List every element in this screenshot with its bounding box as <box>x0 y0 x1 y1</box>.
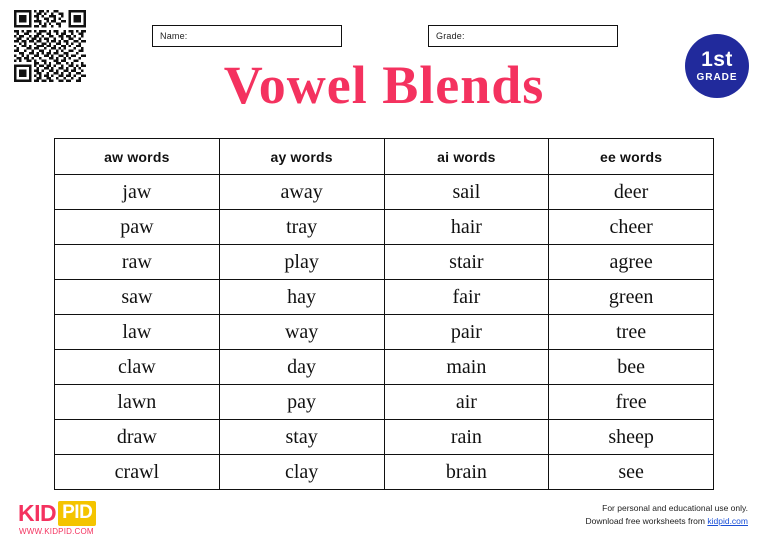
word-cell: main <box>384 350 549 385</box>
column-header-ay: ay words <box>219 139 384 175</box>
word-cell: pair <box>384 315 549 350</box>
word-cell: day <box>219 350 384 385</box>
table-row <box>55 175 714 210</box>
word-cell: clay <box>219 455 384 490</box>
footer-website-link[interactable]: kidpid.com <box>707 516 748 526</box>
footer-download-note <box>585 516 748 526</box>
logo-text-kid: KID <box>18 500 57 526</box>
table-row <box>55 210 714 245</box>
grade-field[interactable] <box>428 25 618 47</box>
page-title: Vowel Blends <box>223 55 545 115</box>
word-cell: paw <box>55 210 220 245</box>
table-header-row <box>55 139 714 175</box>
table-row <box>55 455 714 490</box>
word-cell: away <box>219 175 384 210</box>
word-cell: pay <box>219 385 384 420</box>
word-cell: air <box>384 385 549 420</box>
word-cell: see <box>549 455 714 490</box>
table-row <box>55 315 714 350</box>
word-cell: cheer <box>549 210 714 245</box>
word-cell: deer <box>549 175 714 210</box>
kidpid-logo <box>18 500 96 527</box>
word-cell: free <box>549 385 714 420</box>
table-row <box>55 420 714 455</box>
footer-usage-note: For personal and educational use only. <box>602 503 748 513</box>
word-cell: agree <box>549 245 714 280</box>
footer-download-text: Download free worksheets from <box>585 516 708 526</box>
word-cell: play <box>219 245 384 280</box>
word-cell: hay <box>219 280 384 315</box>
word-cell: brain <box>384 455 549 490</box>
column-header-ai: ai words <box>384 139 549 175</box>
grade-field-label: Grade: <box>436 31 465 41</box>
table-row <box>55 385 714 420</box>
word-cell: hair <box>384 210 549 245</box>
column-header-aw: aw words <box>55 139 220 175</box>
table-row <box>55 280 714 315</box>
word-cell: sail <box>384 175 549 210</box>
logo-text-pid: PID <box>58 501 96 526</box>
word-cell: saw <box>55 280 220 315</box>
grade-badge-number: 1st <box>701 48 733 71</box>
word-cell: way <box>219 315 384 350</box>
grade-badge-word: GRADE <box>696 72 738 83</box>
name-field[interactable] <box>152 25 342 47</box>
word-cell: draw <box>55 420 220 455</box>
word-cell: tray <box>219 210 384 245</box>
word-cell: bee <box>549 350 714 385</box>
word-cell: jaw <box>55 175 220 210</box>
word-cell: rain <box>384 420 549 455</box>
word-cell: stay <box>219 420 384 455</box>
logo-url: WWW.KIDPID.COM <box>19 527 94 536</box>
table-row <box>55 245 714 280</box>
word-cell: tree <box>549 315 714 350</box>
word-cell: green <box>549 280 714 315</box>
word-cell: raw <box>55 245 220 280</box>
table-row <box>55 350 714 385</box>
word-cell: claw <box>55 350 220 385</box>
word-cell: stair <box>384 245 549 280</box>
word-cell: crawl <box>55 455 220 490</box>
word-cell: sheep <box>549 420 714 455</box>
word-cell: lawn <box>55 385 220 420</box>
name-field-label: Name: <box>160 31 188 41</box>
word-list-table <box>54 138 714 490</box>
word-cell: law <box>55 315 220 350</box>
word-cell: fair <box>384 280 549 315</box>
column-header-ee: ee words <box>549 139 714 175</box>
